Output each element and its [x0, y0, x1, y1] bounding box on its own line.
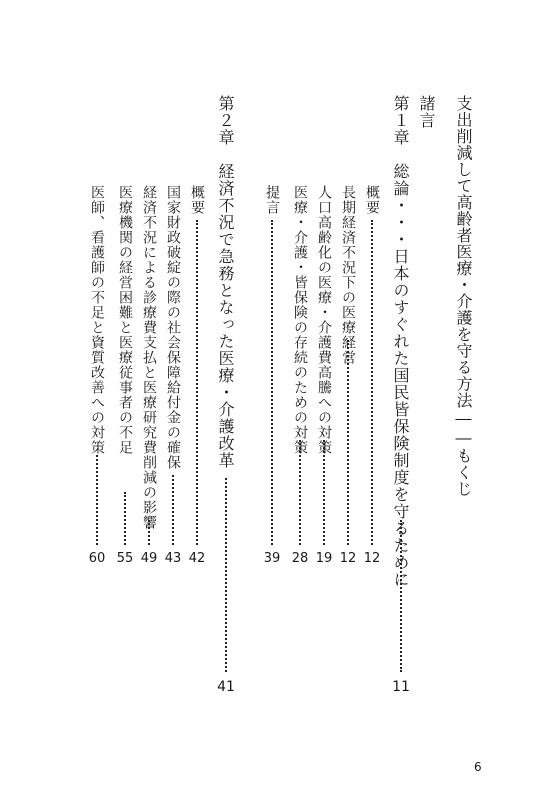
foreword-heading: 諸言: [417, 95, 436, 129]
ch1-item-proposal-dots: [271, 220, 273, 545]
ch1-item-aging-costs: 人口高齢化の医療・介護費高騰への対策: [316, 185, 332, 455]
ch1-item-survival-measures-page: 28: [291, 551, 309, 566]
ch2-item-staff-shortage-dots: [96, 455, 98, 545]
chapter1-page: 11: [392, 679, 410, 695]
ch2-item-overview-dots: [196, 220, 198, 545]
ch2-item-fiscal-collapse-page: 43: [164, 551, 182, 566]
ch1-item-aging-costs-page: 19: [315, 551, 333, 566]
chapter2-leader-dots: [225, 478, 227, 672]
ch1-item-overview-page: 12: [363, 551, 381, 566]
page-number: 6: [474, 760, 482, 774]
ch1-item-aging-costs-dots: [323, 440, 325, 545]
ch2-item-management-difficulty: 医療機関の経営困難と医療従事者の不足: [117, 185, 133, 455]
chapter2-page: 41: [217, 679, 235, 695]
chapter1-heading: 第１章 総論・・・日本のすぐれた国民皆保険制度を守るために: [391, 95, 410, 588]
ch2-item-staff-shortage-page: 60: [88, 551, 106, 566]
ch1-item-overview: 概要: [364, 185, 380, 215]
ch2-item-fiscal-collapse: 国家財政破綻の際の社会保障給付金の確保: [165, 185, 181, 470]
ch1-item-long-recession-page: 12: [339, 551, 357, 566]
ch1-item-survival-measures: 医療・介護・皆保険の存続のための対策: [292, 185, 308, 455]
chapter2-heading: 第２章 経済不況で急務となった医療・介護改革: [216, 95, 235, 469]
ch1-item-survival-measures-dots: [299, 440, 301, 545]
ch1-item-proposal: 提言: [264, 185, 280, 215]
ch2-item-recession-impact-dots: [148, 520, 150, 545]
ch1-item-long-recession-dots: [347, 340, 349, 545]
ch2-item-staff-shortage: 医師、看護師の不足と資質改善への対策: [89, 185, 105, 455]
ch2-item-recession-impact-page: 49: [140, 551, 158, 566]
ch1-item-proposal-page: 39: [263, 551, 281, 566]
page-title: 支出削減して高齢者医療・介護を守る方法――もくじ: [454, 95, 473, 497]
ch2-item-overview-page: 42: [188, 551, 206, 566]
chapter1-leader-dots: [400, 520, 402, 672]
ch2-item-management-difficulty-page: 55: [116, 551, 134, 566]
ch2-item-management-difficulty-dots: [124, 492, 126, 545]
ch2-item-overview: 概要: [189, 185, 205, 215]
ch1-item-overview-dots: [371, 220, 373, 545]
ch2-item-recession-impact: 経済不況による診療費支払と医療研究費削減の影響: [141, 185, 157, 530]
ch1-item-long-recession: 長期経済不況下の医療経営: [340, 185, 356, 365]
ch2-item-fiscal-collapse-dots: [172, 475, 174, 545]
